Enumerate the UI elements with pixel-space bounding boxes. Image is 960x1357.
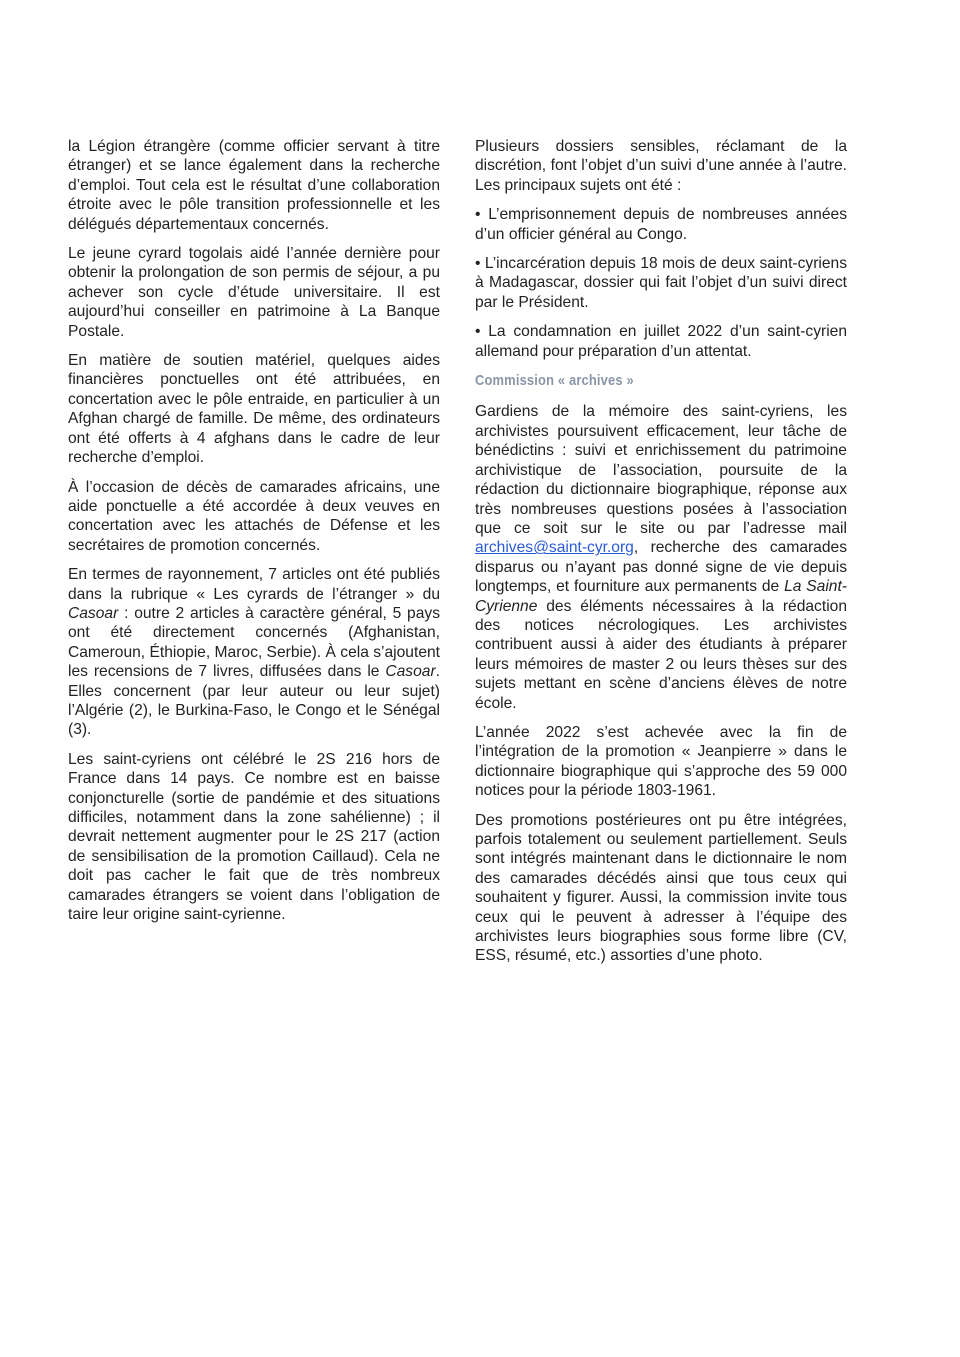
paragraph-sensitive-files: Plusieurs dossiers sensibles, réclamant de la discrétion, font l’objet d’un suivi d’une année à l’autre. Les principaux sujets ont été : xyxy=(475,138,847,194)
bullet-item: • La condamnation en juillet 2022 d’un saint-cyrien allemand pour préparation d’un attentat. xyxy=(475,323,847,360)
paragraph-archivists xyxy=(475,402,847,713)
casoar-title: Casoar xyxy=(68,604,119,622)
paragraph-later-promotions: Des promotions postérieures ont pu être intégrées, parfois totalement ou seulement partiellement. Seuls sont intégrés maintenant dans le dictionnaire le nom des camarades décédés ainsi que tous ceux qui souhaitent y figurer. Aussi, la commission invite tous ceux qui le peuvent à adresser à l’équipe des archivistes leurs biographies sous forme libre (CV, ESS, résumé, etc.) assorties d’une photo. xyxy=(475,811,847,965)
outreach-text-2: : outre 2 articles à caractère général, 5 pays ont été directement concernés (Afghanistan, Cameroun, Éthiopie, Maroc, Serbie). À cela s’ajoutent les recensions de 7 livres, diffusées dans le xyxy=(68,604,440,681)
outreach-text-1: En termes de rayonnement, 7 articles ont été publiés dans la rubrique « Les cyrards de l’étranger » du xyxy=(68,566,440,603)
paragraph-2s-celebration: Les saint-cyriens ont célébré le 2S 216 hors de France dans 14 pays. Ce nombre est en baisse conjoncturelle (sortie de pandémie et des situations difficiles, notamment dans la zone sahélienne) ; il devrait nettement augmenter pour le 2S 217 (action de sensibilisation de la promotion Caillaud). Cela ne doit pas cacher le fait que de très nombreux camarades étrangers se voient dans l’obligation de taire leur origine saint-cyrienne. xyxy=(68,750,440,924)
section-heading-archives: Commission « archives » xyxy=(475,372,634,390)
magazine-title: La Saint-Cyrienne xyxy=(475,578,847,615)
paragraph-material-support: En matière de soutien matériel, quelques aides financières ponctuelles ont été attribuées, en concertation avec le pôle entraide, en particulier à un Afghan chargé de famille. De même, des ordinateurs ont été offerts à 4 afghans dans le cadre de leur recherche d’emploi. xyxy=(68,352,440,467)
archivists-text-3: des éléments nécessaires à la rédaction des notices nécrologiques. Les archivistes contribuent aussi à aider des étudiants à préparer leurs mémoires de master 2 ou leurs thèses sur des sujets mettant en scène d’anciens élèves de notre école. xyxy=(475,597,847,712)
paragraph-african-widows: À l’occasion de décès de camarades africains, une aide ponctuelle a été accordée à deux veuves en concertation avec les attachés de Défense et les secrétaires de promotion concernés. xyxy=(68,478,440,554)
outreach-text-3: . Elles concernent (par leur auteur ou leur sujet) l’Algérie (2), le Burkina-Faso, le Congo et le Sénégal (3). xyxy=(68,663,440,739)
email-link[interactable]: archives@saint-cyr.org xyxy=(475,539,634,557)
archivists-text-1: Gardiens de la mémoire des saint-cyriens, les archivistes poursuivent efficacement, leur tâche de bénédictins : suivi et enrichissement du patrimoine archivistique de l’association, poursuite de la rédaction du dictionnaire biographique, réponse aux très nombreuses questions posées à l’association que ce soit sur le site ou par l’adresse mail xyxy=(475,403,847,537)
right-column xyxy=(475,137,847,976)
paragraph-outreach xyxy=(68,565,440,740)
bullet-item: • L’incarcération depuis 18 mois de deux saint-cyriens à Madagascar, dossier qui fait l’objet d’un suivi direct par le Président. xyxy=(475,255,847,311)
bullet-item: • L’emprisonnement depuis de nombreuses années d’un officier général au Congo. xyxy=(475,206,847,243)
paragraph-togolese-cyrard: Le jeune cyrard togolais aidé l’année dernière pour obtenir la prolongation de son permis de séjour, a pu achever son cycle d’étude universitaire. Il est aujourd’hui conseiller en patrimoine à La Banque Postale. xyxy=(68,245,440,340)
casoar-title: Casoar xyxy=(385,663,436,681)
archivists-text-2: , recherche des camarades disparus ou n’ayant pas donné signe de vie depuis longtemps, et fourniture aux permanents de xyxy=(475,539,847,596)
paragraph-legion: la Légion étrangère (comme officier servant à titre étranger) et se lance également dans la recherche d’emploi. Tout cela est le résultat d’une collaboration étroite avec le pôle transition professionnelle et les délégués départementaux concernés. xyxy=(68,138,440,233)
paragraph-dictionary-2022: L’année 2022 s’est achevée avec la fin de l’intégration de la promotion « Jeanpierre » dans le dictionnaire biographique qui s’approche des 59 000 notices pour la période 1803-1961. xyxy=(475,723,847,800)
left-column xyxy=(68,137,440,934)
